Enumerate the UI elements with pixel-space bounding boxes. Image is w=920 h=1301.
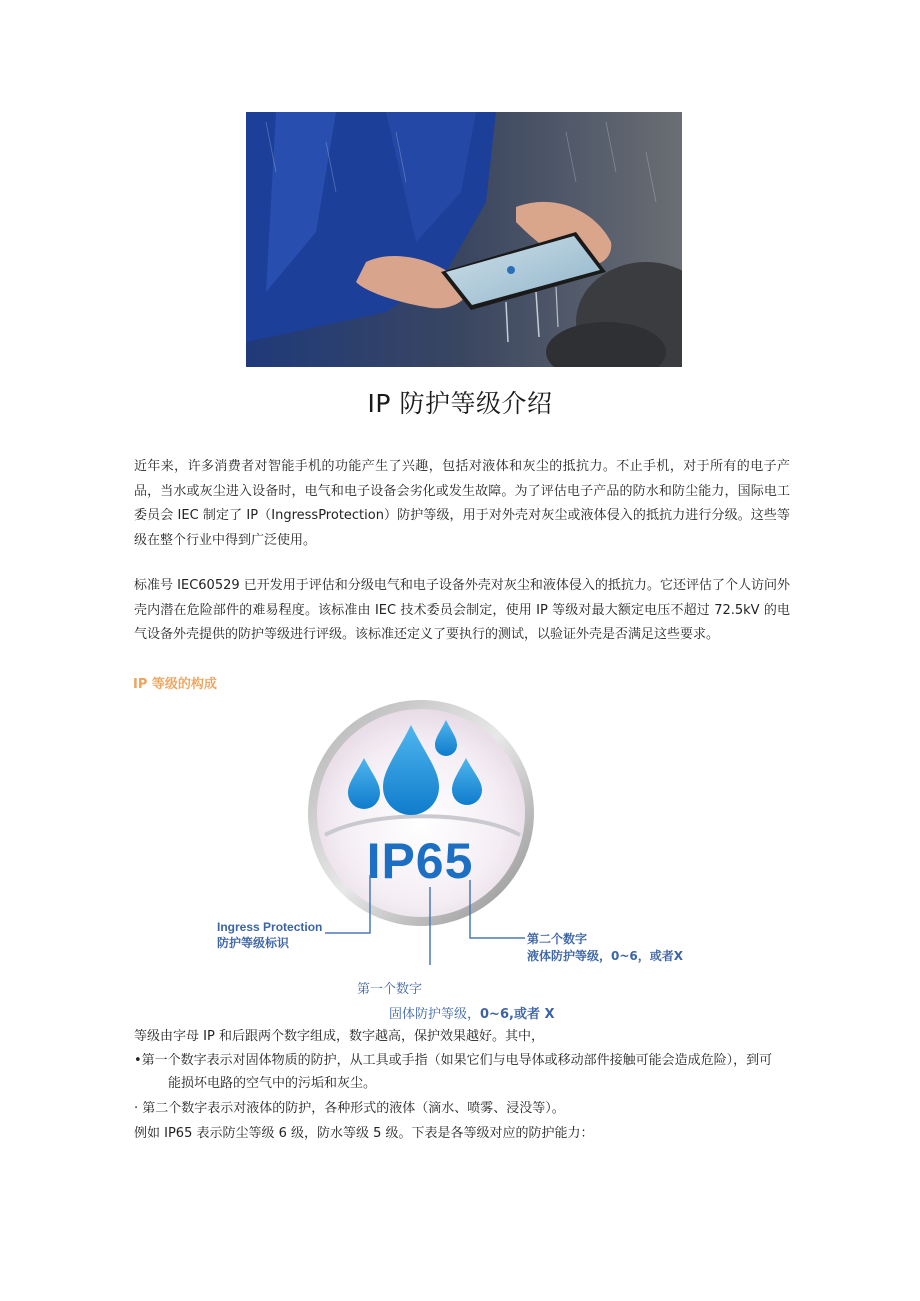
body-line-2: •第一个数字表示对固体物质的防护，从工具或手指（如果它们与电导体或移动部件接触可能会造成危险），到可 [134,1053,773,1068]
body-line-2-continued: 能损坏电路的空气中的污垢和灰尘。 [168,1076,377,1091]
caption-first-digit-title: 第一个数字 [357,982,423,997]
body-line-4: 例如 IP65 表示防尘等级 6 级，防水等级 5 级。下表是各等级对应的防护能力： [134,1126,594,1141]
caption-first-desc-bold: 0~6,或者 X [480,1007,555,1022]
ip65-diagram [200,695,720,985]
body-line-1: 等级由字母 IP 和后跟两个数字组成，数字越高，保护效果越好。其中， [134,1029,544,1044]
intro-paragraph-2: 标准号 IEC60529 已开发用于评估和分级电气和电子设备外壳对灰尘和液体侵入的抵抗力。它还评估了个人访问外壳内潜在危险部件的难易程度。该标准由 IEC 技术委员会制定，使用 IP 等级对最大额定电压不超过 72.5kV 的电气设备外壳提供的防护等级进行评级。该标准还定义了要执行的测试，以验证外壳是否满足这些要求。 [134,578,790,642]
label-second-desc: 液体防护等级，0~6，或者X [527,949,684,963]
hero-image [246,112,682,367]
badge-text: IP65 [366,833,474,889]
intro-paragraph-1: 近年来，许多消费者对智能手机的功能产生了兴趣，包括对液体和灰尘的抵抗力。不止手机，对于所有的电子产品，当水或灰尘进入设备时，电气和电子设备会劣化或发生故障。为了评估电子产品的防水和防尘能力，国际电工委员会 IEC 制定了 IP（IngressProtection）防护等级，用于对外壳对灰尘或液体侵入的抵抗力进行分级。这些等级在整个行业中得到广泛使用。 [134,459,790,548]
label-second-title: 第二个数字 [527,932,588,946]
caption-first-digit-desc [389,1003,555,1022]
section-heading: IP 等级的构成 [133,677,217,692]
label-ingress-cn: 防护等级标识 [217,936,290,950]
label-ingress-en: Ingress Protection [217,920,323,934]
caption-first-desc-prefix: 固体防护等级， [389,1007,481,1022]
page-title: IP 防护等级介绍 [367,389,553,418]
body-line-3: · 第二个数字表示对液体的防护，各种形式的液体（滴水、喷雾、浸没等）。 [134,1101,565,1116]
